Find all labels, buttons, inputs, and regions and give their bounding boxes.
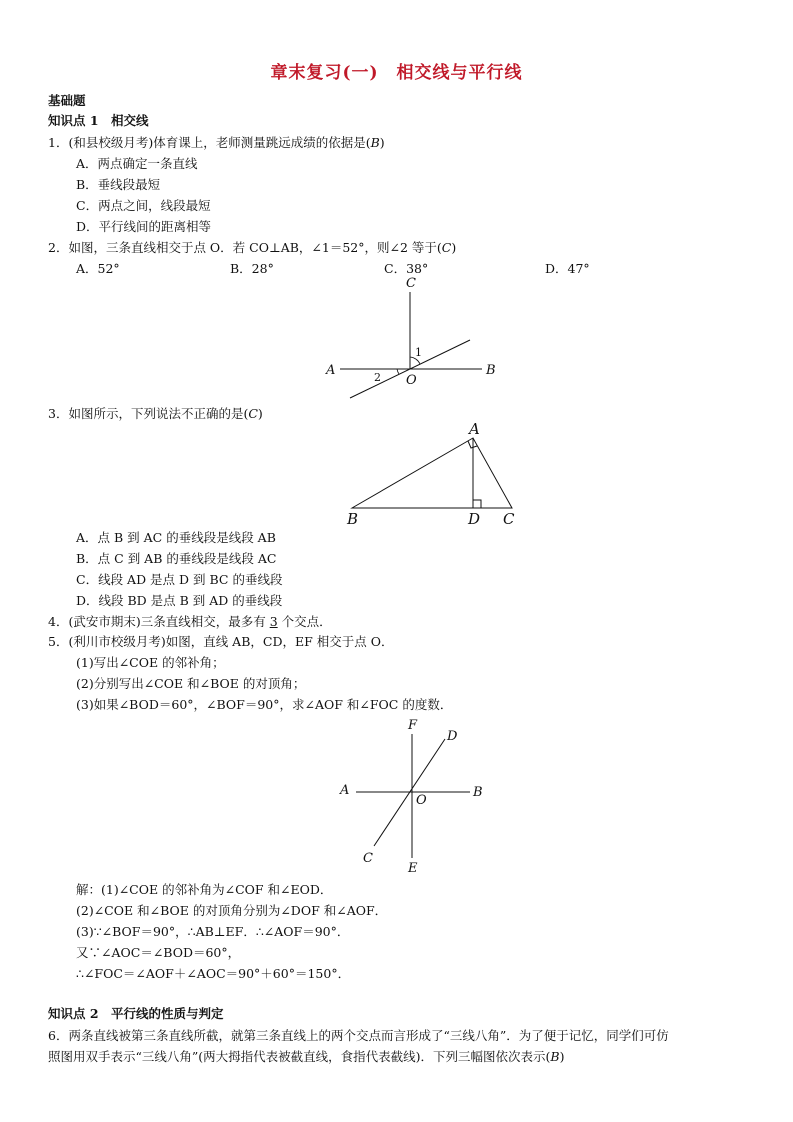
q2-stem-text: 2．如图，三条直线相交于点 O．若 CO⊥AB，∠1＝52°，则∠2 等于( <box>48 240 442 255</box>
q5-stem: 5．(利川市校级月考)如图，直线 AB，CD，EF 相交于点 O． <box>48 634 394 649</box>
q6-line-2-text: 照图用双手表示“三线八角”(两大拇指代表被截直线，食指代表截线)．下列三幅图依次表示( <box>48 1049 551 1064</box>
q3-close: ) <box>257 406 263 421</box>
q2-label-b: B <box>486 363 496 378</box>
q3-stem-text: 3．如图所示，下列说法不正确的是( <box>48 406 249 421</box>
q3-label-c: C <box>503 510 515 528</box>
q1-stem-text: 1．(和县校级月考)体育课上，老师测量跳远成绩的依据是( <box>48 135 371 150</box>
q3-triangle-abc <box>352 438 512 508</box>
q2-option-d: D．47° <box>545 261 590 276</box>
q6-close: ) <box>559 1049 565 1064</box>
q3-option-d: D．线段 BD 是点 B 到 AD 的垂线段 <box>76 593 283 608</box>
q2-answer: C <box>441 240 452 255</box>
q3-label-a: A <box>469 420 480 438</box>
q3-label-d: D <box>468 510 481 528</box>
q5-label-o: O <box>416 793 427 808</box>
q2-option-b: B．28° <box>230 261 274 276</box>
q5-label-b: B <box>473 785 483 800</box>
q2-figure <box>320 272 510 407</box>
q2-label-1: 1 <box>415 346 422 359</box>
q3-option-b: B．点 C 到 AB 的垂线段是线段 AC <box>76 551 277 566</box>
q4 <box>48 614 332 630</box>
q2-angle-2-arc <box>397 369 399 374</box>
q1-option-c: C．两点之间，线段最短 <box>76 198 211 213</box>
q5-label-a: A <box>340 783 350 798</box>
q3-answer: C <box>248 406 258 421</box>
q3-right-angle-d <box>473 500 481 508</box>
q4-answer: 3 <box>269 614 278 629</box>
q5-solution-1: 解：(1)∠COE 的邻补角为∠COF 和∠EOD． <box>76 882 333 897</box>
q2-option-a: A．52° <box>76 261 120 276</box>
q1-option-b: B．垂线段最短 <box>76 177 161 192</box>
q5-label-f: F <box>408 718 418 733</box>
q5-part-3: (3)如果∠BOD＝60°，∠BOF＝90°，求∠AOF 和∠FOC 的度数． <box>76 697 453 712</box>
q5-part-2: (2)分别写出∠COE 和∠BOE 的对顶角； <box>76 676 306 691</box>
q1-close: ) <box>379 135 385 150</box>
q3-stem <box>48 406 263 422</box>
knowledge-point-2: 知识点 2 平行线的性质与判定 <box>48 1006 224 1021</box>
q2-option-c: C．38° <box>384 261 429 276</box>
q4-pre: 4．(武安市期末)三条直线相交，最多有 <box>48 614 270 629</box>
q5-solution-3: (3)∵∠BOF＝90°，∴AB⊥EF．∴∠AOF＝90°． <box>76 924 350 939</box>
q1-answer: B <box>370 135 380 150</box>
q1-option-d: D．平行线间的距离相等 <box>76 219 212 234</box>
q2-label-c: C <box>406 276 416 291</box>
q5-figure <box>330 716 490 878</box>
q2-label-a: A <box>326 363 336 378</box>
q2-label-2: 2 <box>374 371 381 384</box>
q2-close: ) <box>451 240 457 255</box>
q2-label-o: O <box>406 373 417 388</box>
page-title: 章末复习(一) 相交线与平行线 <box>270 63 523 83</box>
q3-option-a: A．点 B 到 AC 的垂线段是线段 AB <box>76 530 276 545</box>
q6-answer: B <box>550 1049 560 1064</box>
q5-label-e: E <box>408 861 418 876</box>
q5-label-c: C <box>363 851 373 866</box>
q1-stem <box>48 135 385 151</box>
q5-solution-5: ∴∠FOC＝∠AOF＋∠AOC＝90°＋60°＝150°． <box>76 966 351 981</box>
q5-solution-2: (2)∠COE 和∠BOE 的对顶角分别为∠DOF 和∠AOF． <box>76 903 388 918</box>
q5-solution-4: 又∵∠AOC＝∠BOD＝60°， <box>76 945 241 960</box>
q3-label-b: B <box>347 510 359 528</box>
q1-option-a: A．两点确定一条直线 <box>76 156 198 171</box>
q4-post: 个交点． <box>277 614 332 629</box>
q6-line-2 <box>48 1049 565 1065</box>
knowledge-point-1: 知识点 1 相交线 <box>48 113 149 128</box>
q3-option-c: C．线段 AD 是点 D 到 BC 的垂线段 <box>76 572 283 587</box>
q2-stem <box>48 240 456 256</box>
q6-line-1: 6．两条直线被第三条直线所截，就第三条直线上的两个交点而言形成了“三线八角”．为了便于记忆，同学们可仿 <box>48 1028 669 1043</box>
q3-figure <box>340 418 530 530</box>
section-basic: 基础题 <box>48 93 86 108</box>
q5-label-d: D <box>447 729 458 744</box>
q5-part-1: (1)写出∠COE 的邻补角； <box>76 655 225 670</box>
